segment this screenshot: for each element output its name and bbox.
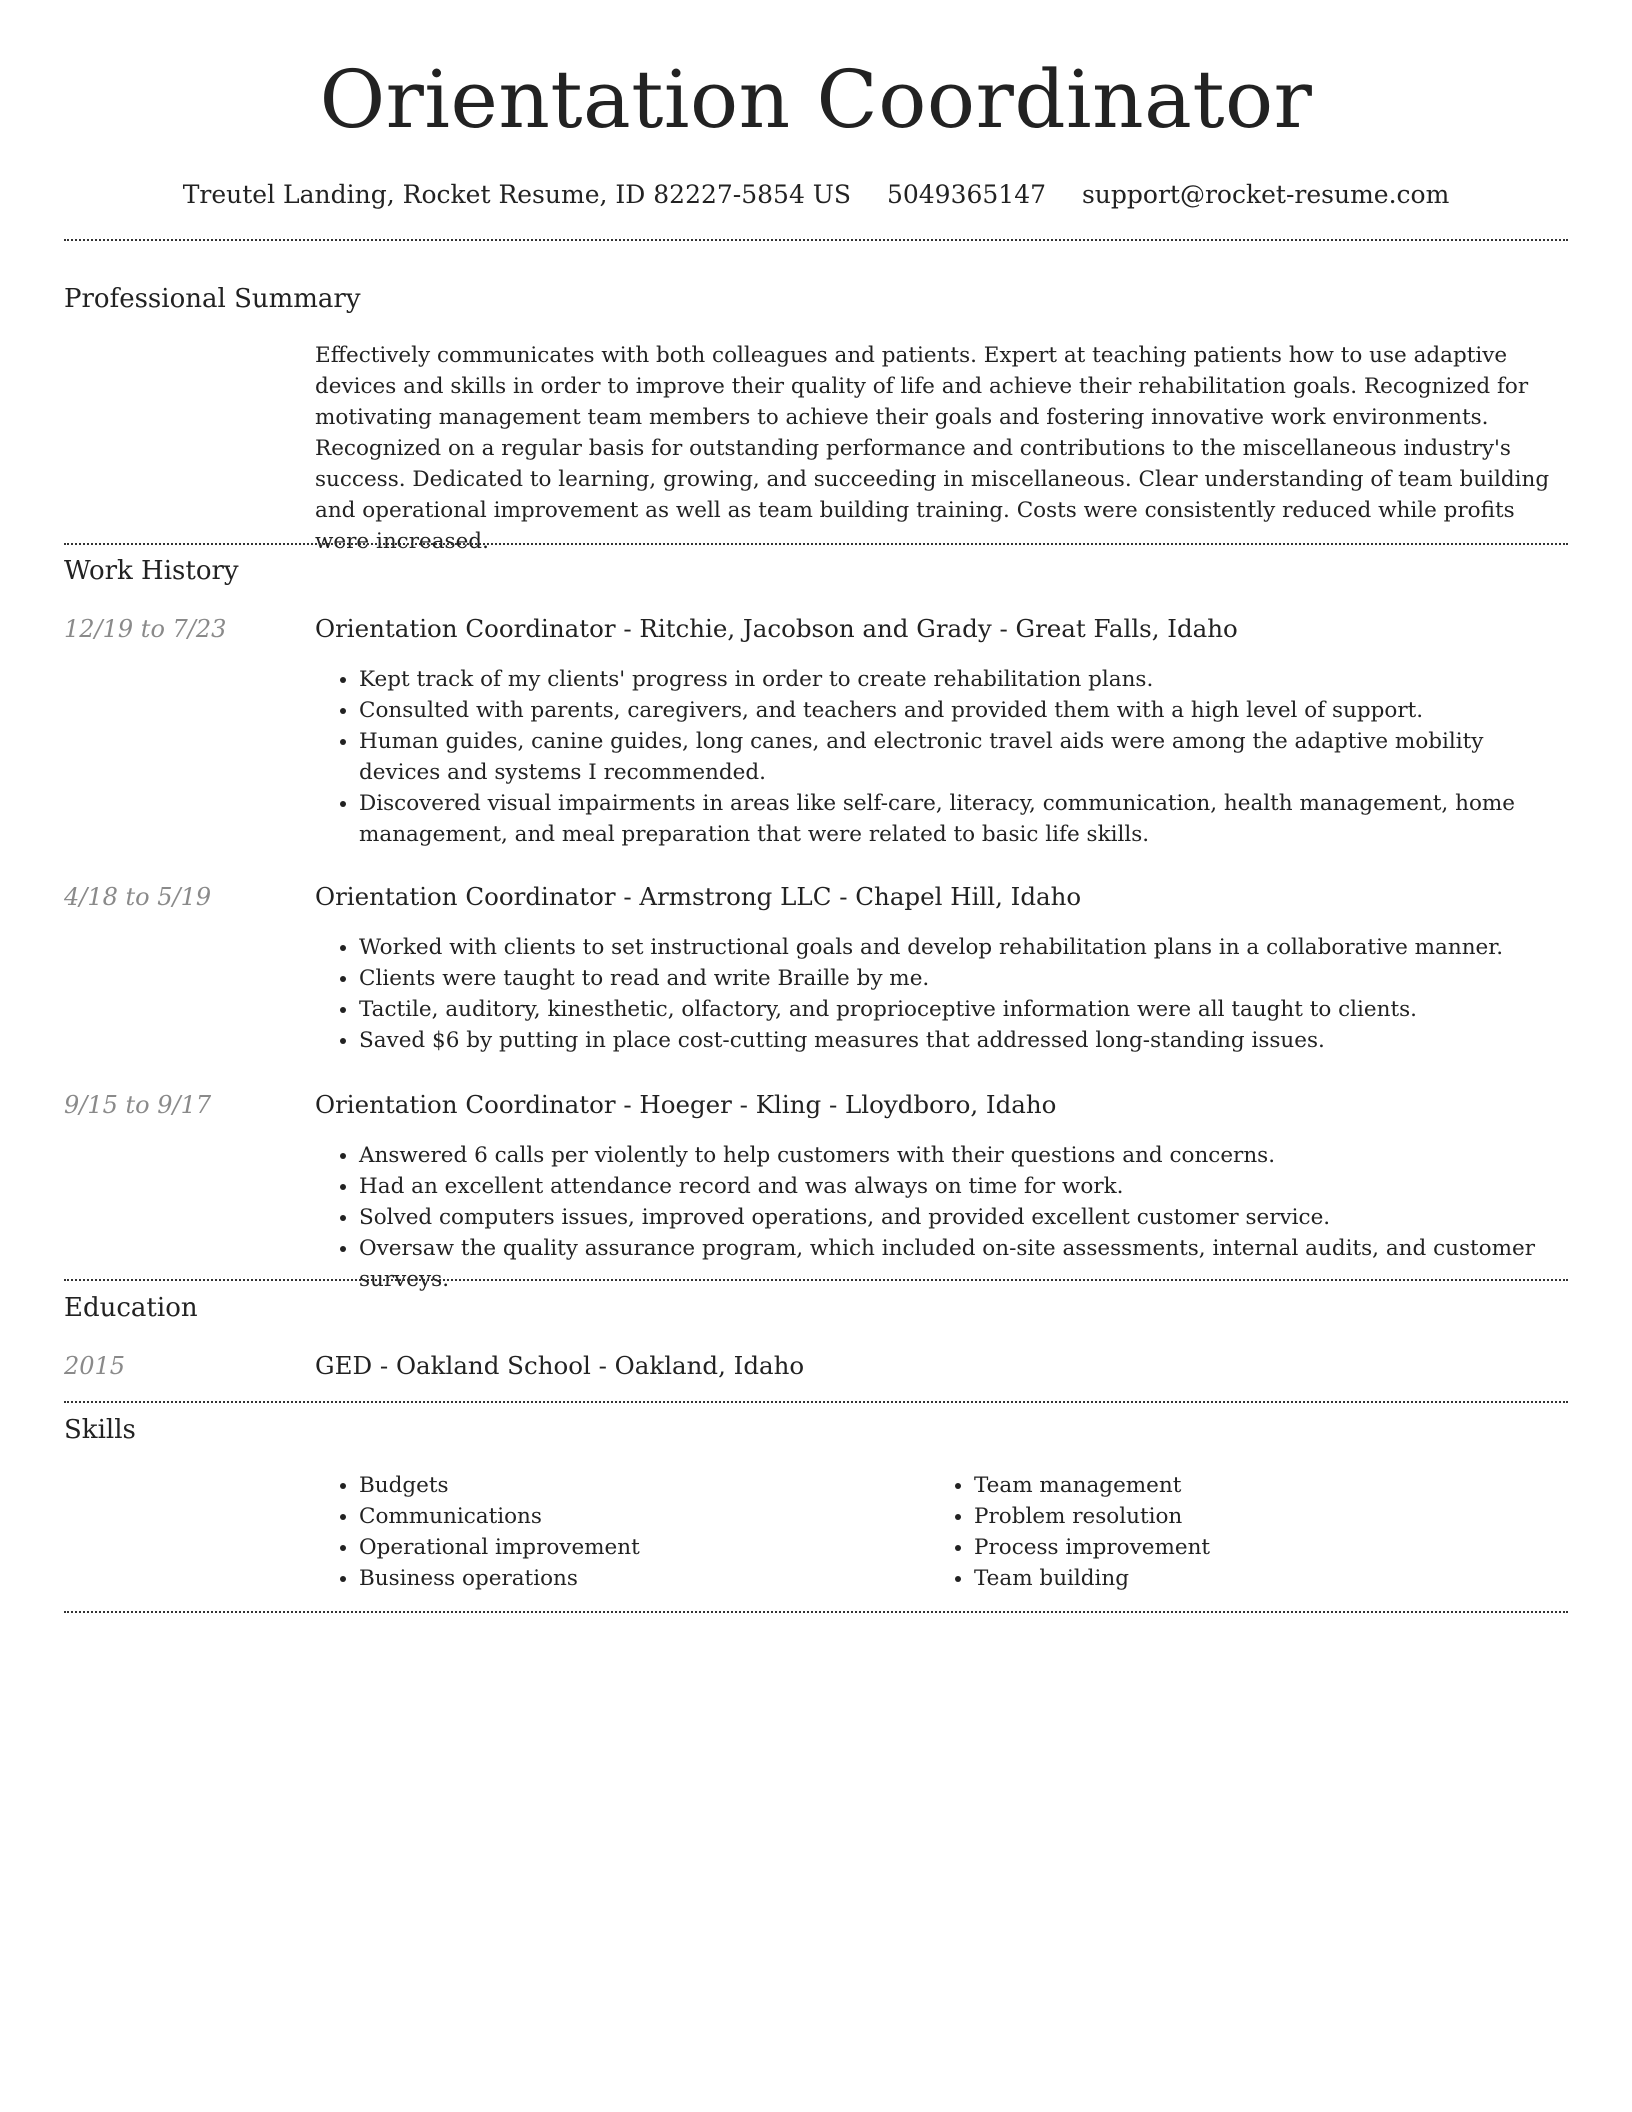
section-divider [64, 1611, 1568, 1613]
job-bullet: • Clients were taught to read and write Braille by me. [359, 963, 1565, 994]
section-divider [64, 1401, 1568, 1403]
job-heading: Orientation Coordinator - Hoeger - Kling - Lloydboro, Idaho [315, 1090, 1057, 1119]
contact-email: support@rocket-resume.com [1081, 180, 1450, 209]
skill-item: • Communications [359, 1501, 930, 1532]
job-bullet: • Saved $6 by putting in place cost-cutting measures that addressed long-standing issues. [359, 1025, 1565, 1056]
contact-line [64, 178, 1568, 212]
job-bullet: • Consulted with parents, caregivers, and teachers and provided them with a high level of support. [359, 695, 1565, 726]
skill-item: • Team building [974, 1563, 1564, 1594]
skill-item: • Team management [974, 1470, 1564, 1501]
summary-text: Effectively communicates with both colleagues and patients. Expert at teaching patients how to use adaptive devices and skills in order to improve their quality of life and achieve their rehabilitation goals. Recognized for motivating management team members to achieve their goals and fostering innovative work environments. Recognized on a regular basis for outstanding performance and contributions to the miscellaneous industry's success. Dedicated to learning, growing, and succeeding in miscellaneous. Clear understanding of team building and operational improvement as well as team building training. Costs were consistently reduced while profits were increased. [315, 343, 1550, 554]
job-bullet-list [315, 932, 1565, 1056]
job-bullet: • Solved computers issues, improved operations, and provided excellent customer service. [359, 1202, 1565, 1233]
job-bullet: • Oversaw the quality assurance program, which included on-site assessments, internal audits, and customer surveys. [359, 1233, 1565, 1295]
job-heading: Orientation Coordinator - Armstrong LLC - Chapel Hill, Idaho [315, 882, 1082, 911]
work-history-section-title: Work History [64, 556, 239, 586]
job-bullet: • Had an excellent attendance record and was always on time for work. [359, 1171, 1565, 1202]
resume-page [64, 0, 1568, 1591]
section-divider [64, 543, 1568, 545]
job-bullet: • Answered 6 calls per violently to help customers with their questions and concerns. [359, 1140, 1565, 1171]
job-dates: 4/18 to 5/19 [64, 883, 212, 911]
summary-section-title: Professional Summary [64, 284, 361, 314]
skill-item: • Business operations [359, 1563, 930, 1594]
job-dates: 12/19 to 7/23 [64, 615, 227, 643]
contact-phone: 5049365147 [886, 180, 1047, 209]
job-bullet: • Human guides, canine guides, long canes, and electronic travel aids were among the adaptive mobility devices and systems I recommended. [359, 726, 1565, 788]
skill-item: • Operational improvement [359, 1532, 930, 1563]
job-bullet-list [315, 664, 1565, 850]
education-year: 2015 [64, 1352, 126, 1380]
skills-list-left [315, 1470, 930, 1594]
job-bullet: • Kept track of my clients' progress in order to create rehabilitation plans. [359, 664, 1565, 695]
skills-section-title: Skills [64, 1415, 136, 1445]
job-bullet: • Worked with clients to set instructional goals and develop rehabilitation plans in a collaborative manner. [359, 932, 1565, 963]
skill-item: • Budgets [359, 1470, 930, 1501]
skills-list-right [930, 1470, 1564, 1594]
education-heading: GED - Oakland School - Oakland, Idaho [315, 1351, 805, 1380]
education-section-title: Education [64, 1293, 198, 1323]
job-dates: 9/15 to 9/17 [64, 1091, 212, 1119]
section-divider [64, 1279, 1568, 1281]
job-bullet: • Discovered visual impairments in areas like self-care, literacy, communication, health management, home management, and meal preparation that were related to basic life skills. [359, 788, 1565, 850]
skill-item: • Process improvement [974, 1532, 1564, 1563]
job-bullet: • Tactile, auditory, kinesthetic, olfactory, and proprioceptive information were all taught to clients. [359, 994, 1565, 1025]
section-divider [64, 239, 1568, 241]
resume-name: Orientation Coordinator [319, 53, 1313, 146]
skill-item: • Problem resolution [974, 1501, 1564, 1532]
contact-address: Treutel Landing, Rocket Resume, ID 82227-5854 US [182, 180, 851, 209]
job-bullet-list [315, 1140, 1565, 1295]
job-heading: Orientation Coordinator - Ritchie, Jacobson and Grady - Great Falls, Idaho [315, 614, 1238, 643]
